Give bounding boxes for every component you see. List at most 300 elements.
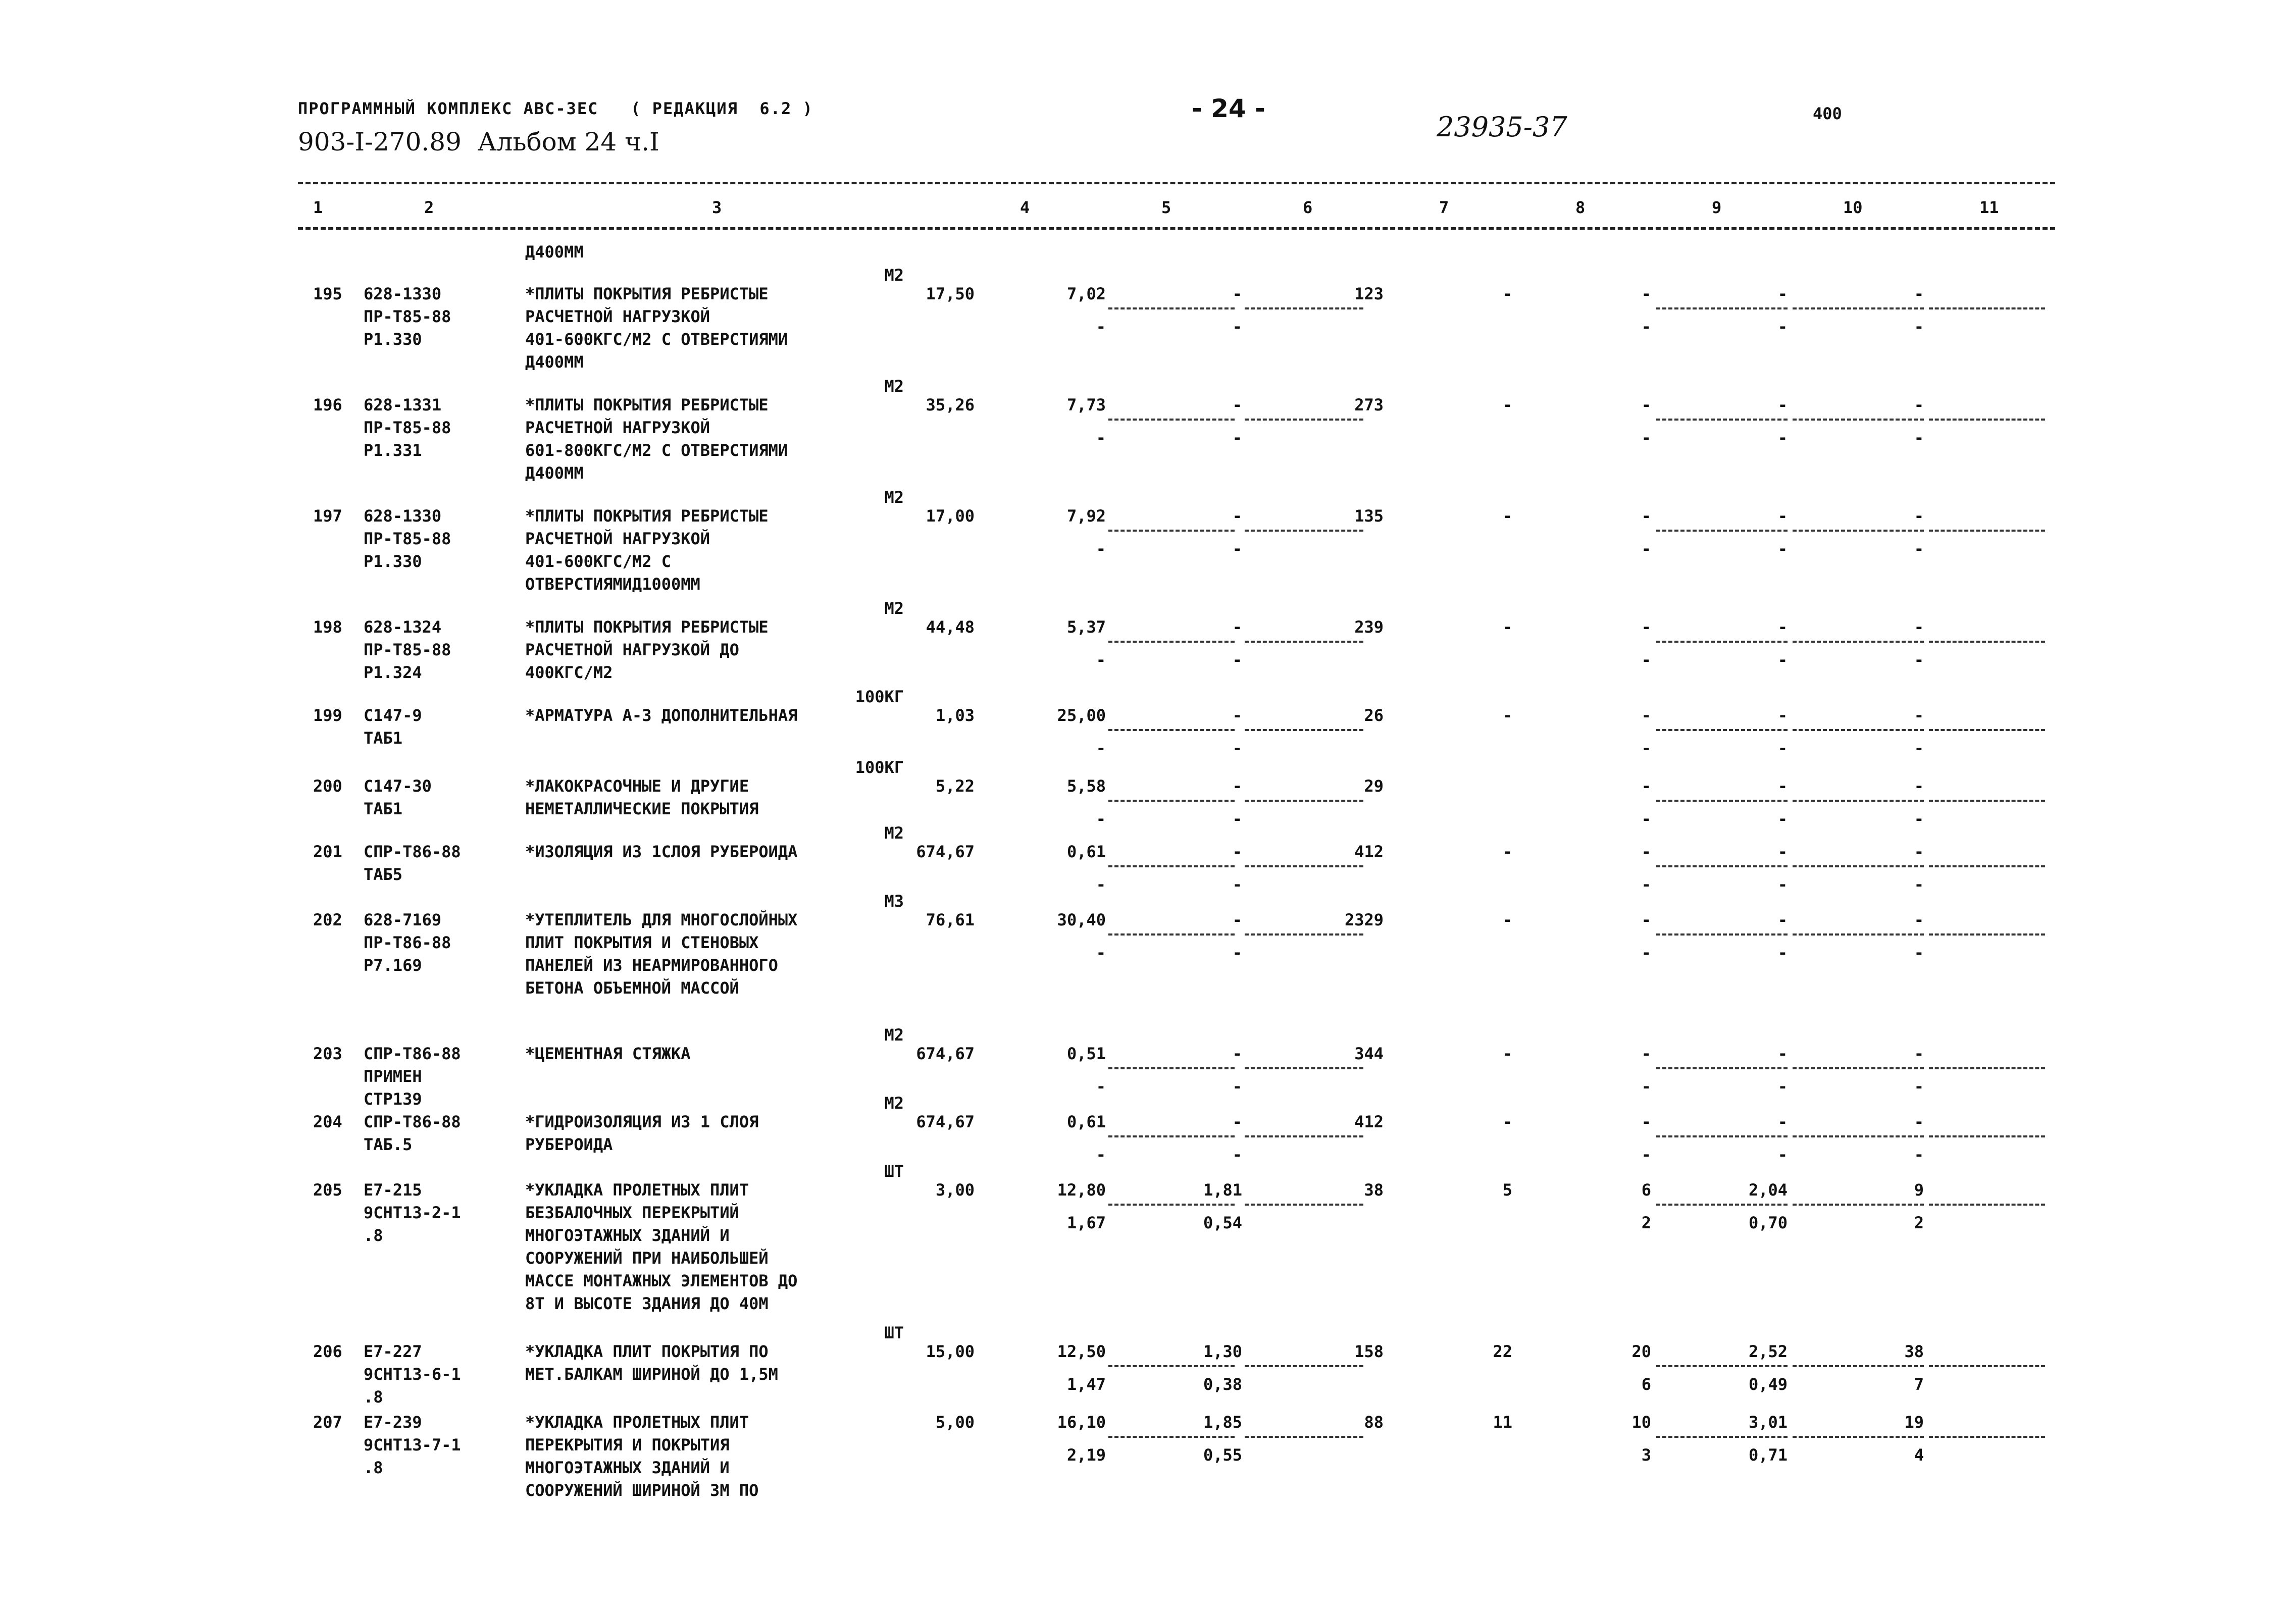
total-cost: 26: [1364, 706, 1384, 725]
resource-code: Р7.169: [364, 956, 422, 975]
row-number: 197: [313, 506, 342, 526]
col10-wages: -: [1777, 943, 1788, 962]
col11-value: -: [1914, 506, 1924, 526]
unit-cost-machines: -: [1232, 506, 1242, 526]
row-separator: [1929, 1436, 2045, 1438]
row-separator: [1656, 933, 1788, 936]
unit-cost-machine-wages: -: [1232, 317, 1242, 336]
row-separator: [1108, 865, 1235, 867]
unit-cost-machine-wages: -: [1232, 1145, 1242, 1164]
resource-code: ПР-Т85-88: [364, 529, 451, 548]
col9-wages: -: [1641, 875, 1651, 894]
work-description: *ИЗОЛЯЦИЯ ИЗ 1СЛОЯ РУБЕРОИДА: [525, 842, 798, 861]
col-9: 9: [1712, 198, 1722, 217]
total-cost: 135: [1354, 506, 1384, 526]
row-separator: [1245, 865, 1363, 867]
row-separator: [1656, 307, 1788, 309]
work-description: РУБЕРОИДА: [525, 1135, 613, 1154]
col10-value: 2,04: [1748, 1180, 1788, 1200]
work-description: *ПЛИТЫ ПОКРЫТИЯ РЕБРИСТЫЕ: [525, 506, 769, 526]
unit-cost-machine-wages: -: [1232, 428, 1242, 447]
row-number: 199: [313, 706, 342, 725]
resource-code: .8: [364, 1387, 383, 1407]
work-description: *ЦЕМЕНТНАЯ СТЯЖКА: [525, 1044, 691, 1063]
row-separator: [1108, 729, 1235, 731]
col11-wages: -: [1914, 650, 1924, 669]
total-wages: -: [1502, 284, 1512, 303]
row-separator: [1245, 1135, 1363, 1137]
resource-code: ПР-Т85-88: [364, 640, 451, 659]
resource-code: СПР-Т86-88: [364, 1112, 461, 1131]
resource-code: Е7-227: [364, 1342, 422, 1361]
row-separator: [1929, 1365, 2045, 1367]
col11-value: -: [1914, 284, 1924, 303]
quantity: 1,03: [935, 706, 975, 725]
col-3: 3: [712, 198, 722, 217]
row-separator: [1793, 729, 1924, 731]
resource-code: Е7-239: [364, 1413, 422, 1432]
row-separator: [1793, 307, 1924, 309]
total-cost: 273: [1354, 395, 1384, 414]
row-separator: [1929, 729, 2045, 731]
col10-value: -: [1777, 1112, 1788, 1131]
total-wages: -: [1502, 706, 1512, 725]
col9-wages: -: [1641, 809, 1651, 828]
quantity: 44,48: [926, 617, 975, 637]
unit-label: 100КГ: [855, 758, 904, 777]
col11-wages: -: [1914, 317, 1924, 336]
row-separator: [1108, 530, 1235, 532]
work-description: МАССЕ МОНТАЖНЫХ ЭЛЕМЕНТОВ ДО: [525, 1271, 798, 1290]
col-11: 11: [1979, 198, 1999, 217]
total-wages: 11: [1493, 1413, 1512, 1432]
row-number: 203: [313, 1044, 342, 1063]
col9-wages: 3: [1641, 1445, 1651, 1465]
col9-value: -: [1641, 284, 1651, 303]
unit-cost: 0,61: [1066, 1112, 1106, 1131]
unit-cost-machines: -: [1232, 1112, 1242, 1131]
total-wages: -: [1502, 617, 1512, 637]
row-separator: [1793, 1135, 1924, 1137]
col10-value: -: [1777, 395, 1788, 414]
col-6: 6: [1303, 198, 1313, 217]
unit-label: ШТ: [884, 1323, 904, 1342]
work-description: МНОГОЭТАЖНЫХ ЗДАНИЙ И: [525, 1226, 730, 1245]
work-description: *УКЛАДКА ПРОЛЕТНЫХ ПЛИТ: [525, 1413, 749, 1432]
work-description: РАСЧЕТНОЙ НАГРУЗКОЙ: [525, 418, 710, 437]
row-separator: [1245, 641, 1363, 643]
col10-wages: -: [1777, 539, 1788, 558]
col11-wages: -: [1914, 875, 1924, 894]
row-number: 201: [313, 842, 342, 861]
unit-label: М2: [884, 488, 904, 507]
unit-label: ШТ: [884, 1162, 904, 1181]
unit-label: 100КГ: [855, 687, 904, 706]
unit-cost-machine-wages: -: [1232, 809, 1242, 828]
col-1: 1: [313, 198, 323, 217]
row-separator: [1245, 1365, 1363, 1367]
col10-value: -: [1777, 910, 1788, 929]
work-description: *ПЛИТЫ ПОКРЫТИЯ РЕБРИСТЫЕ: [525, 617, 769, 637]
total-wages: -: [1502, 506, 1512, 526]
col9-value: -: [1641, 617, 1651, 637]
col9-value: -: [1641, 395, 1651, 414]
work-description: *ЛАКОКРАСОЧНЫЕ И ДРУГИЕ: [525, 776, 749, 796]
row-separator: [1929, 1135, 2045, 1137]
row-separator: [1929, 419, 2045, 421]
work-description: *АРМАТУРА А-3 ДОПОЛНИТЕЛЬНАЯ: [525, 706, 798, 725]
unit-cost-machines: 1,81: [1203, 1180, 1242, 1200]
unit-label: М2: [884, 599, 904, 618]
col-5: 5: [1161, 198, 1171, 217]
work-description: *УКЛАДКА ПРОЛЕТНЫХ ПЛИТ: [525, 1180, 749, 1200]
unit-cost-wages: 1,47: [1066, 1375, 1106, 1394]
unit-cost-machines: -: [1232, 776, 1242, 796]
total-cost: 123: [1354, 284, 1384, 303]
unit-cost: 7,92: [1066, 506, 1106, 526]
unit-cost-wages: -: [1096, 317, 1106, 336]
total-cost: 239: [1354, 617, 1384, 637]
unit-cost-machine-wages: 0,38: [1203, 1375, 1242, 1394]
row-separator: [1793, 419, 1924, 421]
work-description: РАСЧЕТНОЙ НАГРУЗКОЙ ДО: [525, 640, 739, 659]
col9-wages: 2: [1641, 1213, 1651, 1232]
row-separator: [1108, 1067, 1235, 1069]
resource-code: 628-1330: [364, 284, 442, 303]
unit-cost: 25,00: [1057, 706, 1106, 725]
col11-value: -: [1914, 910, 1924, 929]
unit-cost-machine-wages: -: [1232, 739, 1242, 758]
col11-wages: -: [1914, 1077, 1924, 1096]
col10-wages: -: [1777, 317, 1788, 336]
col11-wages: -: [1914, 809, 1924, 828]
quantity: 674,67: [916, 842, 975, 861]
row-number: 202: [313, 910, 342, 929]
col11-wages: -: [1914, 539, 1924, 558]
row-separator: [1793, 933, 1924, 936]
unit-cost-wages: -: [1096, 875, 1106, 894]
resource-code: 9СНТ13-2-1: [364, 1203, 461, 1222]
row-separator: [1656, 641, 1788, 643]
unit-cost-wages: -: [1096, 539, 1106, 558]
row-separator: [1245, 1067, 1363, 1069]
resource-code: Р1.330: [364, 330, 422, 349]
quantity: 15,00: [926, 1342, 975, 1361]
work-description: 601-800КГС/М2 С ОТВЕРСТИЯМИ: [525, 441, 788, 460]
col11-value: -: [1914, 842, 1924, 861]
resource-code: ПР-Т86-88: [364, 933, 451, 952]
quantity: 674,67: [916, 1112, 975, 1131]
resource-code: СТР139: [364, 1089, 422, 1109]
col10-wages: -: [1777, 428, 1788, 447]
col9-value: 20: [1631, 1342, 1651, 1361]
row-separator: [1656, 1436, 1788, 1438]
col10-value: -: [1777, 284, 1788, 303]
work-description: ПЕРЕКРЫТИЯ И ПОКРЫТИЯ: [525, 1435, 730, 1455]
resource-code: ПР-Т85-88: [364, 307, 451, 326]
row-separator: [1245, 800, 1363, 802]
col10-wages: -: [1777, 1077, 1788, 1096]
resource-code: 628-1331: [364, 395, 442, 414]
work-description: МЕТ.БАЛКАМ ШИРИНОЙ ДО 1,5М: [525, 1365, 778, 1384]
resource-code: С147-9: [364, 706, 422, 725]
row-number: 205: [313, 1180, 342, 1200]
unit-label: М2: [884, 1025, 904, 1045]
resource-code: 9СНТ13-7-1: [364, 1435, 461, 1455]
work-description: БЕТОНА ОБЪЕМНОЙ МАССОЙ: [525, 978, 739, 998]
unit-cost-machines: -: [1232, 395, 1242, 414]
col11-wages: 2: [1914, 1213, 1924, 1232]
resource-code: ПРИМЕН: [364, 1067, 422, 1086]
row-separator: [1656, 729, 1788, 731]
work-description: *ГИДРОИЗОЛЯЦИЯ ИЗ 1 СЛОЯ: [525, 1112, 759, 1131]
row-separator: [1245, 307, 1363, 309]
unit-cost-wages: -: [1096, 1077, 1106, 1096]
row-separator: [1108, 419, 1235, 421]
quantity: 17,50: [926, 284, 975, 303]
col11-value: -: [1914, 776, 1924, 796]
resource-code: .8: [364, 1458, 383, 1477]
unit-cost: 5,37: [1066, 617, 1106, 637]
row-separator: [1656, 530, 1788, 532]
col11-value: 19: [1904, 1413, 1924, 1432]
col11-value: -: [1914, 1044, 1924, 1063]
work-description: Д400ММ: [525, 352, 584, 372]
resource-code: ТАБ.5: [364, 1135, 413, 1154]
unit-cost: 12,80: [1057, 1180, 1106, 1200]
unit-label: М3: [884, 892, 904, 911]
unit-cost-wages: -: [1096, 943, 1106, 962]
unit-cost-machine-wages: -: [1232, 539, 1242, 558]
col11-value: -: [1914, 617, 1924, 637]
work-description: НЕМЕТАЛЛИЧЕСКИЕ ПОКРЫТИЯ: [525, 799, 759, 818]
row-separator: [1656, 1135, 1788, 1137]
row-separator: [1929, 800, 2045, 802]
col9-value: -: [1641, 706, 1651, 725]
row-separator: [1793, 1436, 1924, 1438]
row-separator: [1793, 1365, 1924, 1367]
row-separator: [1108, 307, 1235, 309]
work-description: Д400ММ: [525, 463, 584, 483]
row-separator: [1245, 530, 1363, 532]
resource-code: Р1.331: [364, 441, 422, 460]
row-number: 207: [313, 1413, 342, 1432]
unit-cost: 12,50: [1057, 1342, 1106, 1361]
unit-cost-machines: -: [1232, 1044, 1242, 1063]
row-separator: [1793, 1204, 1924, 1206]
row-separator: [1108, 641, 1235, 643]
total-wages: -: [1502, 910, 1512, 929]
col10-value: -: [1777, 706, 1788, 725]
quantity: 674,67: [916, 1044, 975, 1063]
work-description: *УТЕПЛИТЕЛЬ ДЛЯ МНОГОСЛОЙНЫХ: [525, 910, 798, 929]
row-separator: [1108, 1135, 1235, 1137]
total-cost: 88: [1364, 1413, 1384, 1432]
col9-value: -: [1641, 1044, 1651, 1063]
total-wages: -: [1502, 1044, 1512, 1063]
col11-value: 38: [1904, 1342, 1924, 1361]
total-wages: -: [1502, 1112, 1512, 1131]
col11-value: -: [1914, 395, 1924, 414]
row-separator: [1793, 530, 1924, 532]
total-cost: 29: [1364, 776, 1384, 796]
col9-value: 10: [1631, 1413, 1651, 1432]
resource-code: Р1.330: [364, 552, 422, 571]
col11-wages: 4: [1914, 1445, 1924, 1465]
work-description: *УКЛАДКА ПЛИТ ПОКРЫТИЯ ПО: [525, 1342, 769, 1361]
unit-cost: 0,61: [1066, 842, 1106, 861]
resource-code: 628-1324: [364, 617, 442, 637]
unit-cost-machine-wages: -: [1232, 1077, 1242, 1096]
col11-wages: -: [1914, 943, 1924, 962]
work-description: ПАНЕЛЕЙ ИЗ НЕАРМИРОВАННОГО: [525, 956, 778, 975]
quantity: 5,22: [935, 776, 975, 796]
row-separator: [1793, 1067, 1924, 1069]
resource-code: 9СНТ13-6-1: [364, 1365, 461, 1384]
quantity: 35,26: [926, 395, 975, 414]
col10-value: -: [1777, 506, 1788, 526]
row-separator: [1929, 933, 2045, 936]
total-cost: 38: [1364, 1180, 1384, 1200]
col9-value: -: [1641, 1112, 1651, 1131]
row-separator: [1108, 1436, 1235, 1438]
unit-label: М2: [884, 377, 904, 396]
col9-wages: -: [1641, 428, 1651, 447]
row-separator: [1656, 865, 1788, 867]
row-separator: [1929, 530, 2045, 532]
row-separator: [1108, 800, 1235, 802]
continued-text: Д400ММ: [525, 242, 584, 262]
unit-cost-wages: -: [1096, 1145, 1106, 1164]
col9-wages: -: [1641, 739, 1651, 758]
unit-cost-machine-wages: 0,55: [1203, 1445, 1242, 1465]
col9-wages: -: [1641, 1077, 1651, 1096]
work-description: 401-600КГС/М2 С: [525, 552, 671, 571]
row-separator: [1656, 1365, 1788, 1367]
col10-wages: -: [1777, 739, 1788, 758]
col11-wages: -: [1914, 428, 1924, 447]
resource-code: ТАБ1: [364, 799, 403, 818]
col11-value: -: [1914, 1112, 1924, 1131]
row-separator: [1656, 419, 1788, 421]
header-code: 400: [1813, 104, 1842, 123]
col9-value: 6: [1641, 1180, 1651, 1200]
unit-cost-machines: -: [1232, 284, 1242, 303]
row-separator: [1929, 641, 2045, 643]
work-description: РАСЧЕТНОЙ НАГРУЗКОЙ: [525, 307, 710, 326]
total-cost: 412: [1354, 842, 1384, 861]
row-separator: [1245, 729, 1363, 731]
row-number: 200: [313, 776, 342, 796]
unit-cost-machine-wages: -: [1232, 875, 1242, 894]
unit-cost-wages: 2,19: [1066, 1445, 1106, 1465]
total-wages: -: [1502, 842, 1512, 861]
row-separator: [1245, 419, 1363, 421]
col10-value: -: [1777, 617, 1788, 637]
col9-value: -: [1641, 776, 1651, 796]
work-description: ОТВЕРСТИЯМИД1000ММ: [525, 575, 700, 594]
unit-cost: 16,10: [1057, 1413, 1106, 1432]
col9-value: -: [1641, 842, 1651, 861]
row-separator: [1793, 800, 1924, 802]
col9-value: -: [1641, 506, 1651, 526]
unit-cost-wages: -: [1096, 809, 1106, 828]
page-number: - 24 -: [1192, 94, 1265, 123]
resource-code: С147-30: [364, 776, 432, 796]
total-cost: 412: [1354, 1112, 1384, 1131]
total-wages: -: [1502, 395, 1512, 414]
row-separator: [1656, 800, 1788, 802]
work-description: СООРУЖЕНИЙ ПРИ НАИБОЛЬШЕЙ: [525, 1249, 769, 1268]
unit-cost-machines: -: [1232, 617, 1242, 637]
row-separator: [1108, 1204, 1235, 1206]
col11-wages: -: [1914, 1145, 1924, 1164]
unit-cost: 30,40: [1057, 910, 1106, 929]
unit-cost-machines: 1,85: [1203, 1413, 1242, 1432]
work-description: СООРУЖЕНИЙ ШИРИНОЙ 3М ПО: [525, 1481, 759, 1500]
col-10: 10: [1843, 198, 1863, 217]
row-separator: [1929, 865, 2045, 867]
resource-code: СПР-Т86-88: [364, 842, 461, 861]
col10-wages: -: [1777, 650, 1788, 669]
work-description: 8Т И ВЫСОТЕ ЗДАНИЯ ДО 40М: [525, 1294, 769, 1313]
unit-cost: 0,51: [1066, 1044, 1106, 1063]
quantity: 76,61: [926, 910, 975, 929]
unit-label: М2: [884, 823, 904, 843]
work-description: 400КГС/М2: [525, 663, 613, 682]
col10-value: -: [1777, 776, 1788, 796]
col9-wages: -: [1641, 317, 1651, 336]
total-wages: 22: [1493, 1342, 1512, 1361]
col11-value: 9: [1914, 1180, 1924, 1200]
row-separator: [1245, 1436, 1363, 1438]
row-separator: [1929, 1204, 2045, 1206]
row-separator: [1793, 641, 1924, 643]
unit-cost-machines: -: [1232, 706, 1242, 725]
quantity: 3,00: [935, 1180, 975, 1200]
row-number: 195: [313, 284, 342, 303]
resource-code: ПР-Т85-88: [364, 418, 451, 437]
col11-wages: -: [1914, 739, 1924, 758]
col9-value: -: [1641, 910, 1651, 929]
work-description: БЕЗБАЛОЧНЫХ ПЕРЕКРЫТИЙ: [525, 1203, 739, 1222]
col9-wages: -: [1641, 1145, 1651, 1164]
resource-code: ТАБ5: [364, 865, 403, 884]
col-2: 2: [424, 198, 434, 217]
work-description: РАСЧЕТНОЙ НАГРУЗКОЙ: [525, 529, 710, 548]
unit-cost: 7,73: [1066, 395, 1106, 414]
work-description: ПЛИТ ПОКРЫТИЯ И СТЕНОВЫХ: [525, 933, 759, 952]
col10-value: -: [1777, 1044, 1788, 1063]
col11-value: -: [1914, 706, 1924, 725]
col10-value: 2,52: [1748, 1342, 1788, 1361]
col-7: 7: [1439, 198, 1449, 217]
col9-wages: -: [1641, 943, 1651, 962]
col11-wages: 7: [1914, 1375, 1924, 1394]
unit-cost-wages: -: [1096, 650, 1106, 669]
quantity: 5,00: [935, 1413, 975, 1432]
work-description: *ПЛИТЫ ПОКРЫТИЯ РЕБРИСТЫЕ: [525, 284, 769, 303]
total-cost: 344: [1354, 1044, 1384, 1063]
row-separator: [1656, 1204, 1788, 1206]
unit-cost-wages: 1,67: [1066, 1213, 1106, 1232]
col9-wages: -: [1641, 539, 1651, 558]
unit-cost: 5,58: [1066, 776, 1106, 796]
document-number: 903-I-270.89 Альбом 24 ч.I: [298, 127, 659, 157]
work-description: 401-600КГС/М2 С ОТВЕРСТИЯМИ: [525, 330, 788, 349]
col10-wages: 0,70: [1748, 1213, 1788, 1232]
row-separator: [1793, 865, 1924, 867]
